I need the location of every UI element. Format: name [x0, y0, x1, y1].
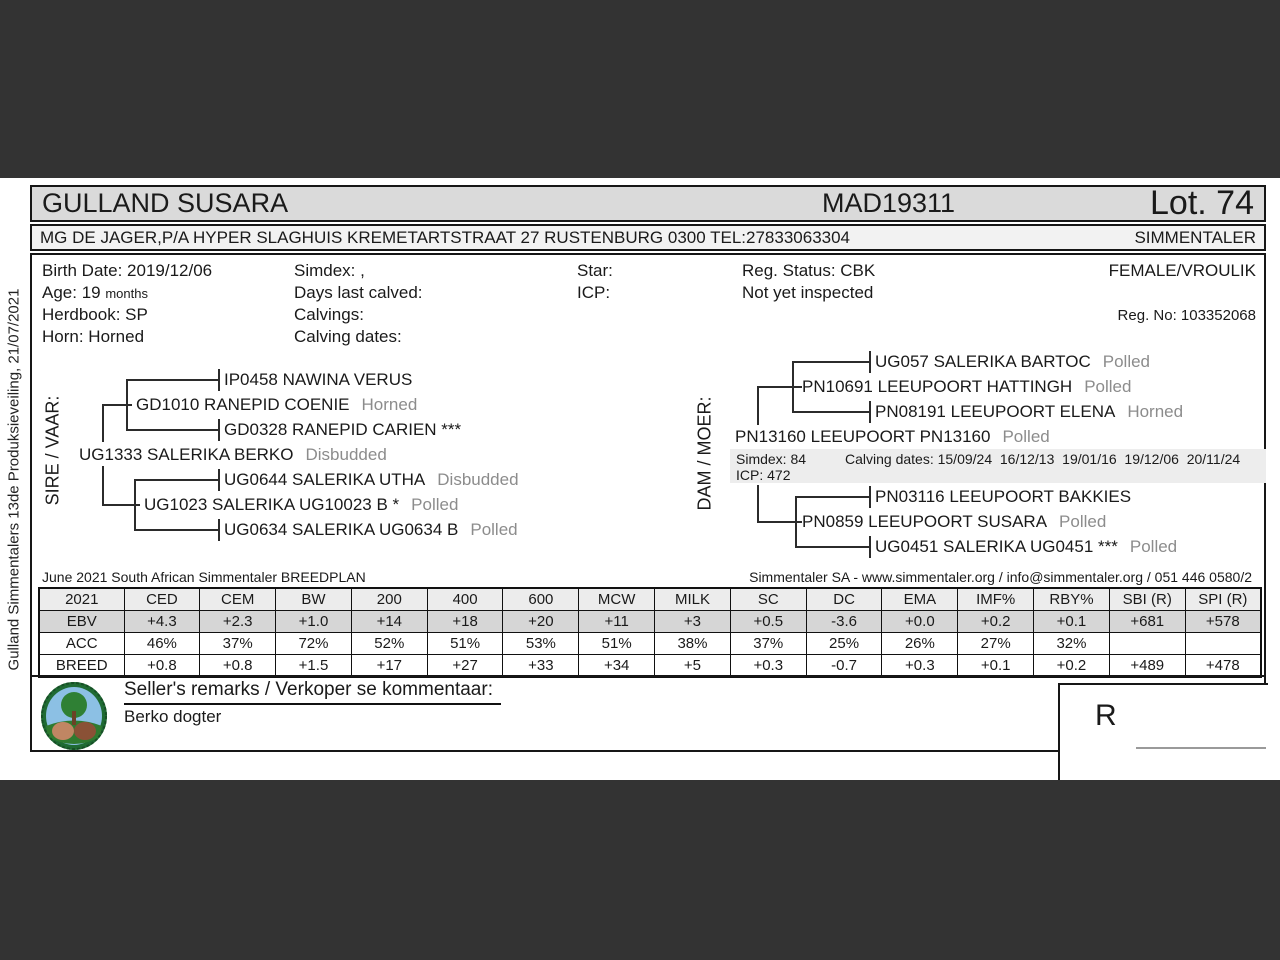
pedigree-entry: [136, 395, 417, 414]
tree-line: [134, 479, 218, 481]
ebv-cell: 37%: [730, 633, 806, 655]
horn-qualifier: Polled: [1102, 352, 1151, 371]
sex: FEMALE/VROULIK: [1108, 261, 1256, 280]
ebv-cell: 26%: [882, 633, 958, 655]
tree-line: [757, 485, 759, 523]
ebv-cell: +0.8: [200, 655, 276, 678]
reg-status: Reg. Status: CBK: [742, 261, 876, 280]
icp: ICP:: [577, 283, 611, 302]
breed-name: SIMMENTALER: [1134, 228, 1256, 247]
birth-date: Birth Date: 2019/12/06: [42, 261, 213, 280]
horn-qualifier: Polled: [470, 520, 518, 539]
ebv-cell: +20: [503, 611, 579, 633]
pedigree-entry: [875, 537, 1177, 556]
tree-line: [126, 379, 218, 381]
tree-line: [869, 351, 871, 373]
tree-line: [134, 529, 218, 531]
sire-label-text: SIRE / VAAR:: [42, 395, 63, 505]
ebv-table-body: [39, 588, 1261, 677]
animal: GD0328 RANEPID CARIEN ***: [224, 420, 462, 439]
dam-icp: ICP: 472: [736, 467, 791, 483]
horn-qualifier: Polled: [411, 495, 459, 514]
ebv-row-label: BREED: [39, 655, 124, 678]
ebv-cell: [1109, 633, 1185, 655]
calving-dates-label: Calving dates:: [294, 327, 402, 346]
ebv-table: [38, 587, 1262, 678]
remarks-text: Berko dogter: [124, 707, 222, 726]
ebv-cell: +0.2: [1034, 655, 1110, 678]
animal: UG0644 SALERIKA UTHA: [224, 470, 426, 489]
tree-line: [218, 369, 220, 391]
ebv-table-row-ebv: [39, 611, 1261, 633]
animal: PN10691 LEEUPOORT HATTINGH: [802, 377, 1073, 396]
horn-qualifier: Disbudded: [305, 445, 387, 464]
ebv-table-header-cell: BW: [276, 588, 352, 611]
ebv-table-header-cell: DC: [806, 588, 882, 611]
tree-line: [757, 386, 802, 388]
simdex: Simdex: ,: [294, 261, 365, 280]
breedplan-caption: June 2021 South African Simmentaler BREEDPLAN: [42, 569, 366, 585]
pedigree-entry: [875, 402, 1183, 421]
tree-line: [218, 469, 220, 491]
seller-address: MG DE JAGER,P/A HYPER SLAGHUIS KREMETARTSTRAAT 27 RUSTENBURG 0300 TEL:27833063304: [40, 228, 851, 247]
animal: UG0451 SALERIKA UG0451 ***: [875, 537, 1118, 556]
pedigree-entry: [144, 495, 458, 514]
ebv-cell: +681: [1109, 611, 1185, 633]
inspection-status: Not yet inspected: [742, 283, 874, 302]
section-divider: [32, 675, 1264, 677]
tree-line: [218, 419, 220, 441]
animal: UG0634 SALERIKA UG0634 B: [224, 520, 459, 539]
days-last-calved: Days last calved:: [294, 283, 423, 302]
ebv-cell: 37%: [200, 633, 276, 655]
ebv-row-label: ACC: [39, 633, 124, 655]
ebv-cell: 46%: [124, 633, 200, 655]
tree-line: [102, 466, 104, 506]
horn-qualifier: Polled: [1002, 427, 1050, 446]
horn-qualifier: Polled: [1084, 377, 1132, 396]
horn-qualifier: Horned: [1127, 402, 1184, 421]
animal: IP0458 NAWINA VERUS: [224, 370, 413, 389]
dam-label-text: DAM / MOER:: [694, 395, 715, 511]
pedigree-entry: [224, 370, 424, 389]
ebv-cell: -3.6: [806, 611, 882, 633]
ebv-cell: +2.3: [200, 611, 276, 633]
tree-line: [792, 411, 869, 413]
ebv-cell: +0.8: [124, 655, 200, 678]
ebv-cell: +34: [579, 655, 655, 678]
animal-name: GULLAND SUSARA: [42, 188, 289, 218]
tree-line: [795, 496, 797, 548]
reg-no: Reg. No: 103352068: [1117, 307, 1256, 324]
ebv-cell: -0.7: [806, 655, 882, 678]
simmentaler-contact: Simmentaler SA - www.simmentaler.org / info@simmentaler.org / 051 446 0580/2: [749, 569, 1252, 585]
ebv-cell: +1.0: [276, 611, 352, 633]
ebv-cell: 51%: [427, 633, 503, 655]
ebv-cell: 52%: [351, 633, 427, 655]
remarks-title: Seller's remarks / Verkoper se kommentaar:: [124, 679, 501, 705]
ebv-cell: 51%: [579, 633, 655, 655]
ebv-table-header-cell: 2021: [39, 588, 124, 611]
pedigree-entry: [875, 487, 1143, 506]
ebv-cell: +0.0: [882, 611, 958, 633]
horn-qualifier: Polled: [1059, 512, 1107, 531]
price-blank-line: [1136, 747, 1266, 749]
ebv-table-header-cell: MILK: [655, 588, 731, 611]
animal: GD1010 RANEPID COENIE: [136, 395, 350, 414]
ebv-cell: 32%: [1034, 633, 1110, 655]
ebv-cell: +0.3: [730, 655, 806, 678]
tree-line: [869, 486, 871, 508]
simmentaler-sa-logo: [40, 681, 108, 751]
tree-line: [795, 496, 869, 498]
tree-line: [757, 386, 759, 425]
tree-line: [218, 519, 220, 541]
horn-qualifier: Disbudded: [437, 470, 519, 489]
animal: UG1023 SALERIKA UG10023 B *: [144, 495, 400, 514]
address-bar: [30, 224, 1266, 251]
ebv-cell: +0.1: [1034, 611, 1110, 633]
dam-calving-dates: Calving dates: 15/09/24 16/12/13 19/01/16 19/12/06 20/11/24: [845, 451, 1241, 467]
ebv-cell: [1185, 633, 1261, 655]
pedigree-entry-dam: [735, 427, 1050, 446]
age-unit: months: [105, 286, 148, 301]
animal: PN08191 LEEUPOORT ELENA: [875, 402, 1116, 421]
price-box: [1058, 683, 1268, 780]
horn-status: Horn: Horned: [42, 327, 145, 346]
ebv-cell: 27%: [958, 633, 1034, 655]
ebv-table-header-cell: SC: [730, 588, 806, 611]
ebv-table-header-cell: IMF%: [958, 588, 1034, 611]
dam-label: [692, 373, 718, 533]
herdbook: Herdbook: SP: [42, 305, 148, 324]
horn-qualifier: Horned: [361, 395, 418, 414]
animal-id: MAD19311: [822, 188, 956, 218]
ebv-cell: +0.1: [958, 655, 1034, 678]
ebv-table-header-cell: 400: [427, 588, 503, 611]
sire-label: [40, 375, 66, 525]
ebv-table-header-cell: 600: [503, 588, 579, 611]
ebv-cell: +5: [655, 655, 731, 678]
sale-title-text: Gulland Simmentalers 13de Produksieveiling, 21/07/2021: [5, 288, 22, 670]
tree-line: [126, 429, 218, 431]
ebv-table-header-cell: 200: [351, 588, 427, 611]
pedigree-entry: [802, 512, 1106, 531]
tree-line: [102, 404, 104, 442]
tree-line: [869, 401, 871, 423]
age: [42, 283, 148, 303]
pedigree-entry: [224, 520, 518, 539]
calvings: Calvings:: [294, 305, 364, 324]
ebv-table-header-cell: SPI (R): [1185, 588, 1261, 611]
animal: PN03116 LEEUPOORT BAKKIES: [875, 487, 1132, 506]
tree-line: [102, 404, 132, 406]
ebv-cell: +4.3: [124, 611, 200, 633]
ebv-cell: 53%: [503, 633, 579, 655]
dam-details-band: [730, 449, 1266, 483]
tree-line: [134, 479, 136, 531]
tree-line: [869, 536, 871, 558]
sale-title-vertical: [0, 178, 27, 780]
animal: PN0859 LEEUPOORT SUSARA: [802, 512, 1048, 531]
age-value: Age: 19: [42, 283, 101, 302]
ebv-cell: +33: [503, 655, 579, 678]
ebv-cell: +14: [351, 611, 427, 633]
ebv-cell: +27: [427, 655, 503, 678]
star: Star:: [577, 261, 613, 280]
ebv-table-header-cell: CEM: [200, 588, 276, 611]
ebv-cell: 38%: [655, 633, 731, 655]
horn-qualifier: Polled: [1129, 537, 1178, 556]
ebv-cell: 25%: [806, 633, 882, 655]
pedigree-entry: [875, 352, 1150, 371]
ebv-cell: +1.5: [276, 655, 352, 678]
lot-number: Lot. 74: [1150, 184, 1254, 222]
ebv-cell: +478: [1185, 655, 1261, 678]
title-bar: [30, 185, 1266, 222]
main-detail-box: [30, 253, 1266, 752]
dam-simdex: Simdex: 84: [736, 451, 807, 467]
pedigree-entry-sire: [79, 445, 387, 464]
ebv-cell: +0.3: [882, 655, 958, 678]
ebv-table-row-breed: [39, 655, 1261, 678]
animal: UG057 SALERIKA BARTOC: [875, 352, 1091, 371]
animal: PN13160 LEEUPOORT PN13160: [735, 427, 991, 446]
ebv-row-label: EBV: [39, 611, 124, 633]
animal: UG1333 SALERIKA BERKO: [79, 445, 294, 464]
ebv-table-header-cell: SBI (R): [1109, 588, 1185, 611]
catalog-paper: [0, 178, 1280, 780]
ebv-cell: +0.5: [730, 611, 806, 633]
ebv-cell: +578: [1185, 611, 1261, 633]
tree-line: [792, 361, 869, 363]
currency-label: R: [1095, 699, 1117, 732]
ebv-cell: +18: [427, 611, 503, 633]
ebv-cell: +0.2: [958, 611, 1034, 633]
ebv-table-header-cell: MCW: [579, 588, 655, 611]
ebv-cell: +11: [579, 611, 655, 633]
pedigree-entry: [802, 377, 1131, 396]
ebv-cell: +3: [655, 611, 731, 633]
ebv-table-header-row: [39, 588, 1261, 611]
ebv-table-header-cell: RBY%: [1034, 588, 1110, 611]
ebv-table-header-cell: CED: [124, 588, 200, 611]
ebv-cell: +489: [1109, 655, 1185, 678]
ebv-table-row-acc: [39, 633, 1261, 655]
ebv-table-header-cell: EMA: [882, 588, 958, 611]
pedigree-entry: [224, 470, 519, 489]
pedigree-entry: [224, 420, 473, 439]
ebv-cell: 72%: [276, 633, 352, 655]
ebv-cell: +17: [351, 655, 427, 678]
tree-line: [795, 546, 869, 548]
